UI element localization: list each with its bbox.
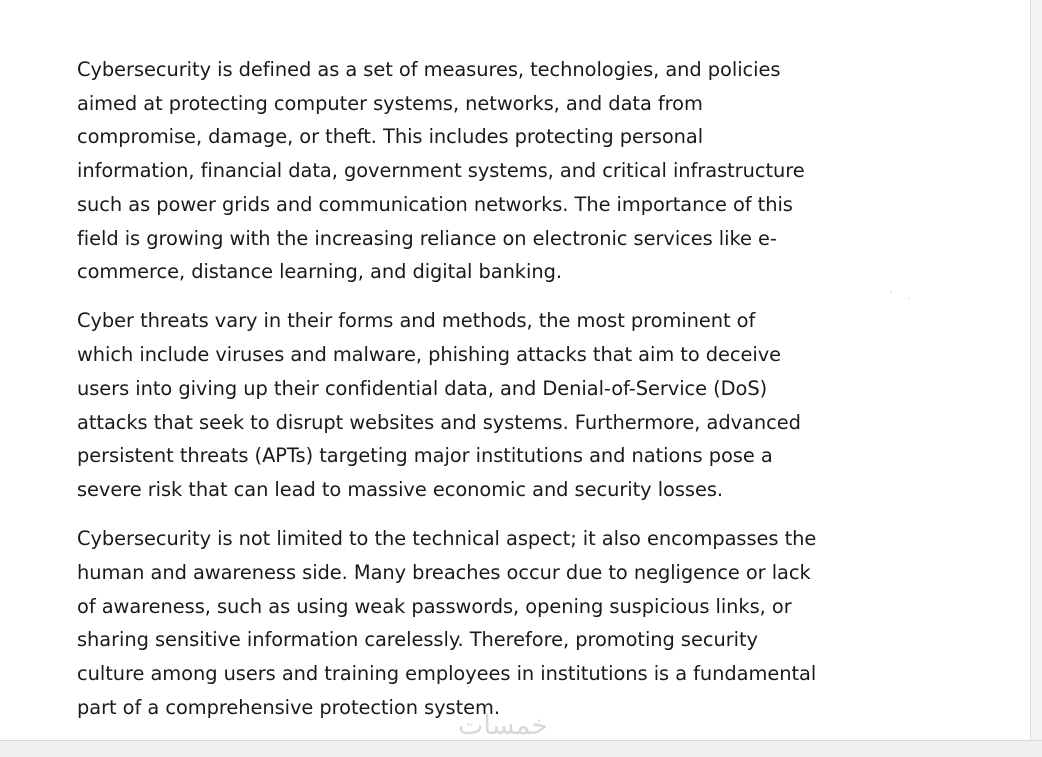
document-body (77, 53, 877, 740)
vertical-scrollbar[interactable] (1030, 0, 1042, 740)
artifact-speck (908, 298, 910, 299)
text-line: Cybersecurity is not limited to the technical aspect; it also encompasses the (77, 527, 817, 551)
text-line: aimed at protecting computer systems, networks, and data from (77, 91, 703, 115)
text-line: attacks that seek to disrupt websites and systems. Furthermore, advanced (77, 410, 801, 434)
text-line: severe risk that can lead to massive economic and security losses. (77, 477, 723, 501)
paragraph-2 (77, 304, 877, 506)
text-line: users into giving up their confidential data, and Denial-of-Service (DoS) (77, 376, 768, 400)
text-line: information, financial data, government systems, and critical infrastructure (77, 159, 805, 183)
text-line: Cybersecurity is defined as a set of measures, technologies, and policies (77, 58, 781, 81)
text-line: compromise, damage, or theft. This includes protecting personal (77, 125, 704, 149)
text-line: field is growing with the increasing reliance on electronic services like e- (77, 226, 777, 250)
text-line: sharing sensitive information carelessly. Therefore, promoting security (77, 628, 758, 652)
text-line: commerce, distance learning, and digital banking. (77, 260, 562, 284)
text-line: which include viruses and malware, phishing attacks that aim to deceive (77, 343, 782, 367)
text-line: Cyber threats vary in their forms and methods, the most prominent of (77, 309, 756, 333)
text-line: culture among users and training employees in institutions is a fundamental (77, 661, 817, 685)
status-bar (0, 740, 1042, 757)
paragraph-1 (77, 53, 877, 289)
text-line: such as power grids and communication networks. The importance of this (77, 192, 793, 216)
site-watermark: خمسات (458, 710, 549, 740)
text-line: part of a comprehensive protection system. (77, 695, 500, 719)
text-line: of awareness, such as using weak passwords, opening suspicious links, or (77, 594, 792, 618)
paragraph-3 (77, 522, 877, 724)
text-line: human and awareness side. Many breaches occur due to negligence or lack (77, 560, 811, 584)
text-line: persistent threats (APTs) targeting major institutions and nations pose a (77, 444, 773, 468)
artifact-speck (890, 292, 892, 293)
